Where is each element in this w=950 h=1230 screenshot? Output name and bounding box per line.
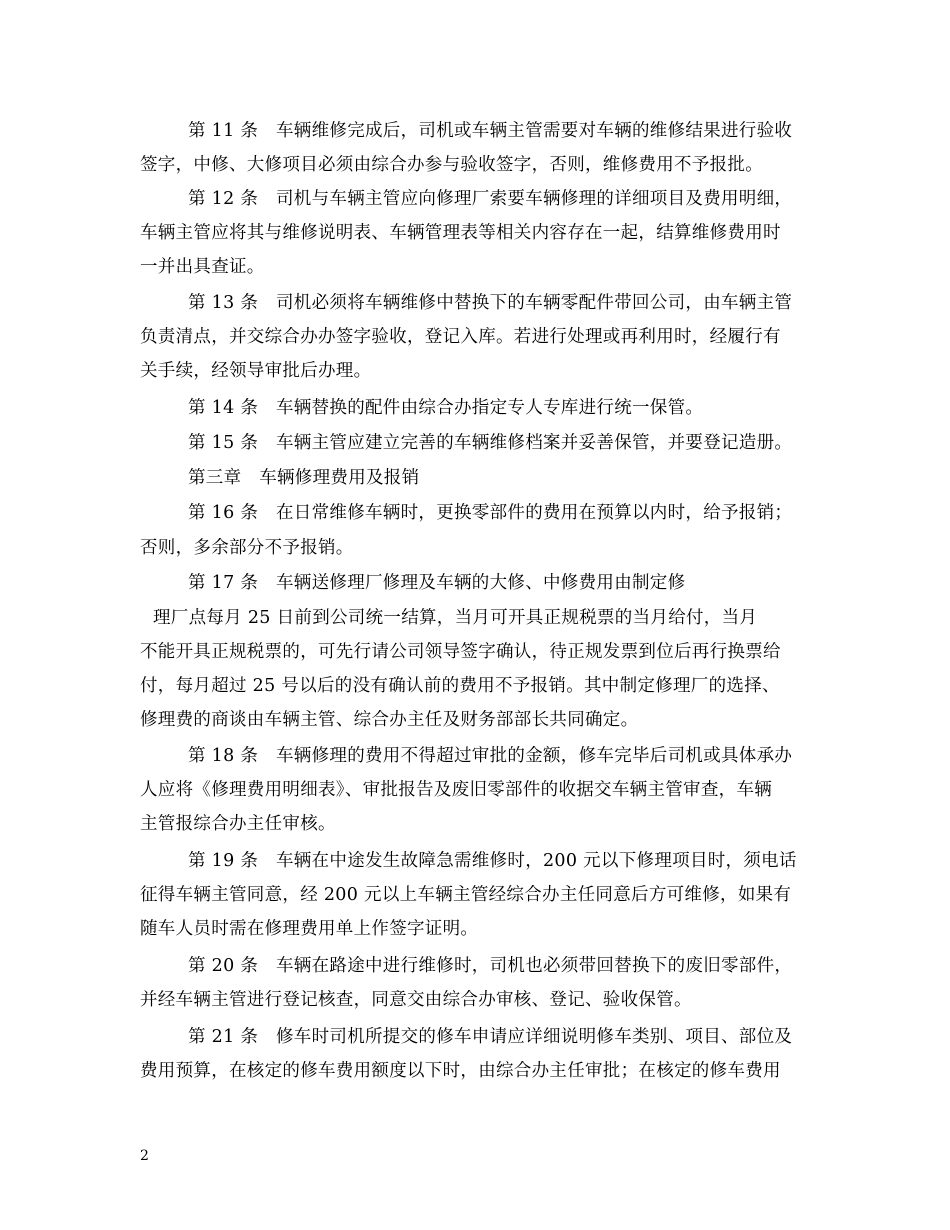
article-18-line-2: 人应将《修理费用明细表》、审批报告及废旧零部件的收据交车辆主管审查，车辆 bbox=[140, 780, 773, 800]
article-20-line-1: 第 20 条 车辆在路途中进行维修时，司机也必须带回替换下的废旧零部件， bbox=[188, 956, 793, 976]
article-19-line-1: 第 19 条 车辆在中途发生故障急需维修时，200 元以下修理项目时，须电话 bbox=[188, 851, 797, 871]
article-18-line-1: 第 18 条 车辆修理的费用不得超过审批的金额，修车完毕后司机或具体承办 bbox=[188, 746, 793, 766]
article-12-line-1: 第 12 条 司机与车辆主管应向修理厂索要车辆修理的详细项目及费用明细， bbox=[188, 189, 793, 209]
article-19-line-2: 征得车辆主管同意，经 200 元以上车辆主管经综合办主任同意后方可维修，如果有 bbox=[140, 885, 792, 905]
article-17-line-5: 修理费的商谈由车辆主管、综合办主任及财务部部长共同确定。 bbox=[140, 710, 639, 730]
article-17-line-3: 不能开具正规税票的，可先行请公司领导签字确认，待正规发票到位后再行换票给 bbox=[140, 642, 781, 662]
article-17-line-1: 第 17 条 车辆送修理厂修理及车辆的大修、中修费用由制定修 bbox=[188, 573, 686, 593]
article-16-line-2: 否则，多余部分不予报销。 bbox=[140, 538, 354, 558]
article-21-line-2: 费用预算，在核定的修车费用额度以下时，由综合办主任审批；在核定的修车费用 bbox=[140, 1061, 781, 1081]
article-14-line-1: 第 14 条 车辆替换的配件由综合办指定专人专库进行统一保管。 bbox=[188, 398, 704, 418]
article-13-line-3: 关手续，经领导审批后办理。 bbox=[140, 361, 372, 381]
article-13-line-1: 第 13 条 司机必须将车辆维修中替换下的车辆零配件带回公司，由车辆主管 bbox=[188, 293, 793, 313]
article-11-line-2: 签字，中修、大修项目必须由综合办参与验收签字，否则，维修费用不予报批。 bbox=[140, 155, 763, 175]
page-number: 2 bbox=[140, 1148, 149, 1164]
article-15-line-1: 第 15 条 车辆主管应建立完善的车辆维修档案并妥善保管，并要登记造册。 bbox=[188, 433, 793, 453]
article-12-line-3: 一并出具查证。 bbox=[140, 257, 265, 277]
article-13-line-2: 负责清点，并交综合办办签字验收，登记入库。若进行处理或再利用时，经履行有 bbox=[140, 327, 781, 347]
article-19-line-3: 随车人员时需在修理费用单上作签字证明。 bbox=[140, 919, 479, 939]
article-18-line-3: 主管报综合办主任审核。 bbox=[140, 814, 336, 834]
article-17-line-4: 付，每月超过 25 号以后的没有确认前的费用不予报销。其中制定修理厂的选择、 bbox=[140, 676, 780, 696]
article-21-line-1: 第 21 条 修车时司机所提交的修车申请应详细说明修车类别、项目、部位及 bbox=[188, 1027, 793, 1047]
article-12-line-2: 车辆主管应将其与维修说明表、车辆管理表等相关内容存在一起，结算维修费用时 bbox=[140, 223, 781, 243]
article-17-line-2: 理厂点每月 25 日前到公司统一结算，当月可开具正规税票的当月给付，当月 bbox=[153, 608, 758, 628]
article-20-line-2: 并经车辆主管进行登记核查，同意交由综合办审核、登记、验收保管。 bbox=[140, 990, 692, 1010]
article-16-line-1: 第 16 条 在日常维修车辆时，更换零部件的费用在预算以内时，给予报销； bbox=[188, 503, 793, 523]
chapter-heading: 第三章 车辆修理费用及报销 bbox=[188, 468, 420, 488]
article-11-line-1: 第 11 条 车辆维修完成后，司机或车辆主管需要对车辆的维修结果进行验收 bbox=[188, 121, 793, 141]
